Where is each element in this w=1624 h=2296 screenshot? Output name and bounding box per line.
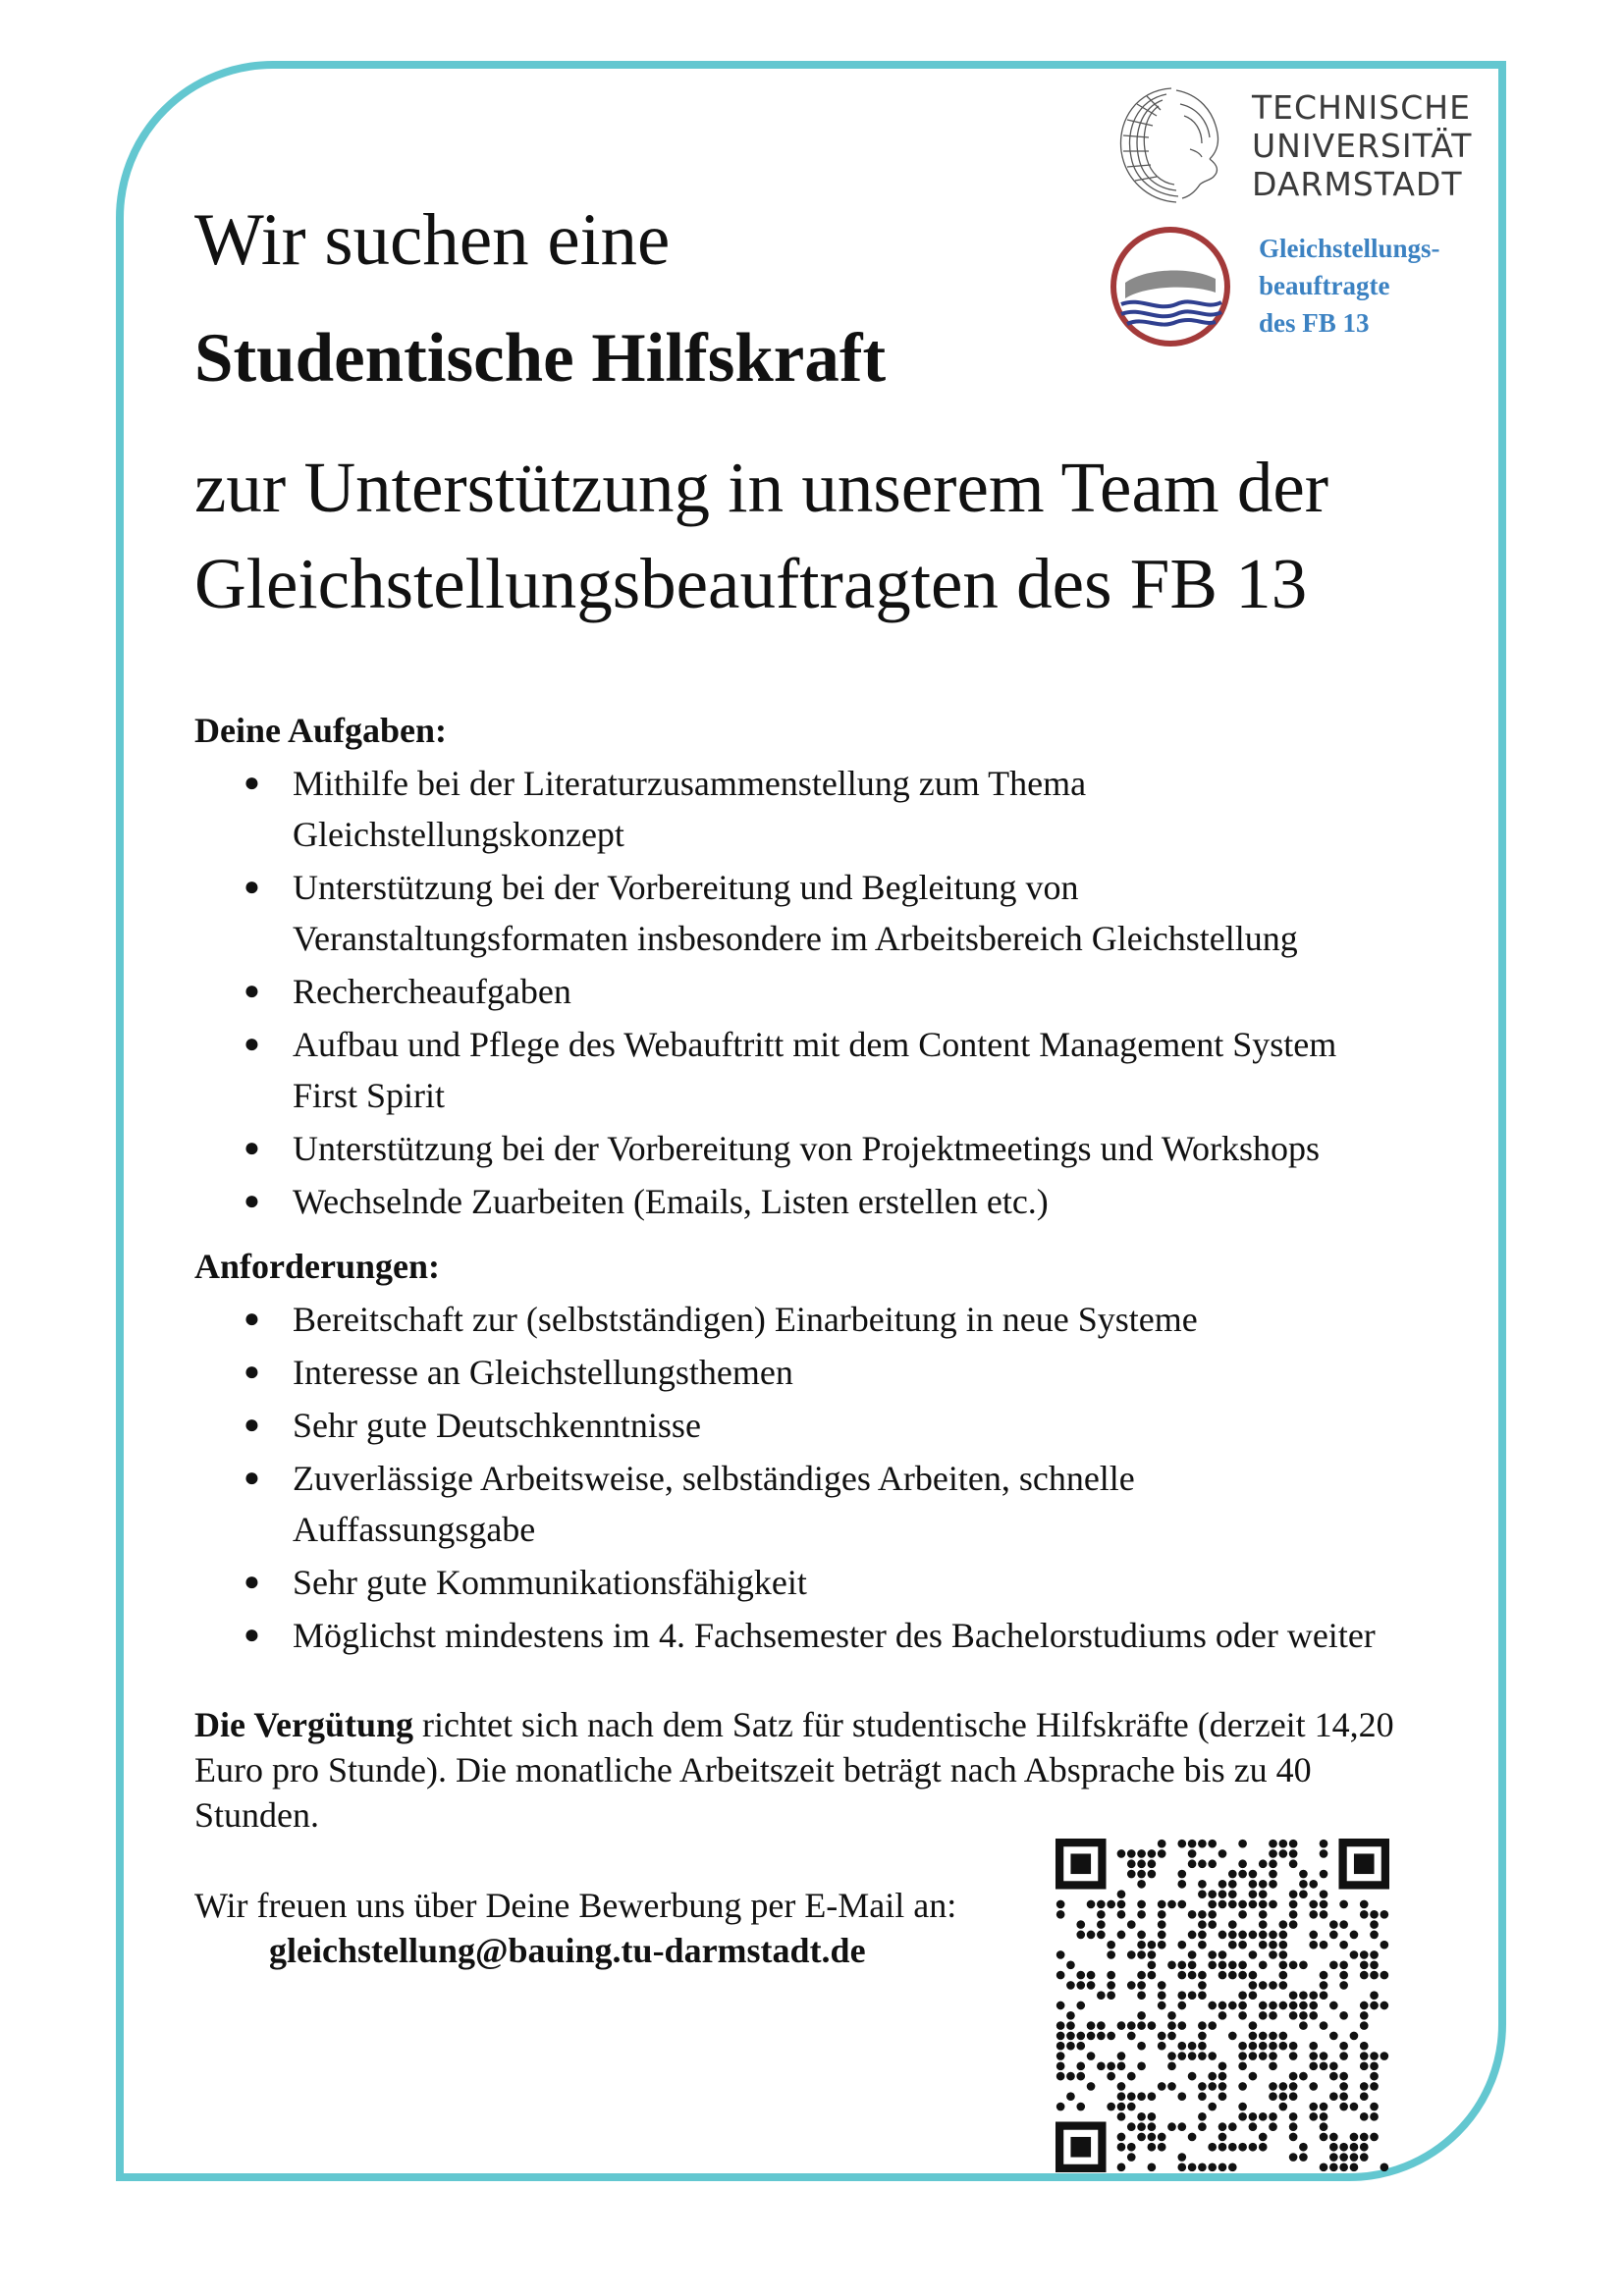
tu-logo-line: UNIVERSITÄT (1252, 127, 1473, 165)
pay-text: richtet sich nach dem Satz für studentische Hilfskräfte (derzeit 14,20 Euro pro Stunde). Die monatliche Arbeitszeit beträgt nach Absprache bis zu 40 Stunden. (194, 1705, 1394, 1835)
gb-logo-line: beauftragte (1259, 271, 1390, 300)
requirements-title: Anforderungen: (194, 1247, 440, 1286)
headline-line-1: Wir suchen eine (194, 199, 671, 281)
list-item (244, 966, 1510, 1017)
list-item-text: Veranstaltungsformaten insbesondere im Arbeitsbereich Gleichstellung (293, 919, 1298, 958)
tasks-list (194, 758, 1510, 1227)
list-item (244, 758, 1510, 860)
bullet-icon: ● (244, 1620, 260, 1650)
list-item-text: Unterstützung bei der Vorbereitung und Begleitung von (293, 868, 1079, 907)
bullet-icon: ● (244, 1186, 260, 1216)
gb-logo-line: des FB 13 (1259, 308, 1370, 338)
headline-subtitle-line: Gleichstellungsbeauftragten des FB 13 (194, 544, 1308, 623)
bullet-icon: ● (244, 1029, 260, 1059)
list-item (244, 1347, 1510, 1398)
list-item-text: Gleichstellungskonzept (293, 815, 624, 854)
list-item-text: Zuverlässige Arbeitsweise, selbständiges Arbeiten, schnelle (293, 1459, 1135, 1498)
bullet-icon: ● (244, 1357, 260, 1387)
pay-paragraph (194, 1702, 1432, 1838)
job-description (194, 705, 1510, 1973)
list-item (244, 1176, 1510, 1227)
list-item-text: Möglichst mindestens im 4. Fachsemester des Bachelorstudiums oder weiter (293, 1616, 1376, 1655)
list-item-text: Wechselnde Zuarbeiten (Emails, Listen erstellen etc.) (293, 1182, 1049, 1221)
list-item (244, 1294, 1510, 1345)
bullet-icon: ● (244, 1410, 260, 1440)
list-item (244, 1019, 1510, 1121)
tu-logo-line: TECHNISCHE (1252, 88, 1471, 127)
list-item-text: Sehr gute Deutschkenntnisse (293, 1406, 701, 1445)
gleichstellung-logo-text (1259, 230, 1440, 342)
list-item (244, 1453, 1510, 1555)
gb-logo-line: Gleichstellungs- (1259, 234, 1440, 263)
list-item-text: Aufbau und Pflege des Webauftritt mit dem Content Management System (293, 1025, 1337, 1064)
list-item (244, 1610, 1510, 1661)
list-item (244, 1400, 1510, 1451)
list-item-text: Sehr gute Kommunikationsfähigkeit (293, 1563, 807, 1602)
list-item-text: Unterstützung bei der Vorbereitung von Projektmeetings und Workshops (293, 1129, 1320, 1168)
list-item (244, 862, 1510, 964)
tu-logo-text (1252, 88, 1472, 203)
list-item-text: Interesse an Gleichstellungsthemen (293, 1353, 793, 1392)
bridge-circle-emblem-icon (1108, 224, 1233, 349)
pay-bold: Die Vergütung (194, 1705, 414, 1744)
headline-subtitle (194, 440, 1328, 632)
requirements-list (194, 1294, 1510, 1661)
list-item-text: Auffassungsgabe (293, 1510, 536, 1549)
list-item (244, 1123, 1510, 1174)
tasks-title: Deine Aufgaben: (194, 711, 448, 750)
tu-logo-line: DARMSTADT (1252, 165, 1463, 203)
apply-email-link[interactable]: gleichstellung@bauing.tu-darmstadt.de (269, 1931, 866, 1970)
list-item (244, 1557, 1510, 1608)
list-item-text: Bereitschaft zur (selbstständigen) Einarbeitung in neue Systeme (293, 1300, 1198, 1339)
list-item-text: Rechercheaufgaben (293, 972, 571, 1011)
bullet-icon: ● (244, 1133, 260, 1163)
bullet-icon: ● (244, 976, 260, 1006)
headline-subtitle-line: zur Unterstützung in unserem Team der (194, 448, 1329, 527)
list-item-text: First Spirit (293, 1076, 446, 1115)
headline-job-title: Studentische Hilfskraft (194, 320, 887, 397)
apply-text: Wir freuen uns über Deine Bewerbung per E-Mail an: (194, 1886, 957, 1925)
list-item-text: Mithilfe bei der Literaturzusammenstellung zum Thema (293, 764, 1087, 803)
bullet-icon: ● (244, 1304, 260, 1334)
bullet-icon: ● (244, 768, 260, 798)
athena-head-seal-icon (1108, 80, 1235, 208)
gleichstellung-logo (1108, 224, 1500, 356)
bullet-icon: ● (244, 872, 260, 902)
bullet-icon: ● (244, 1567, 260, 1597)
bullet-icon: ● (244, 1463, 260, 1493)
qr-code-icon[interactable] (1056, 1839, 1389, 2172)
tu-darmstadt-logo (1108, 77, 1500, 214)
